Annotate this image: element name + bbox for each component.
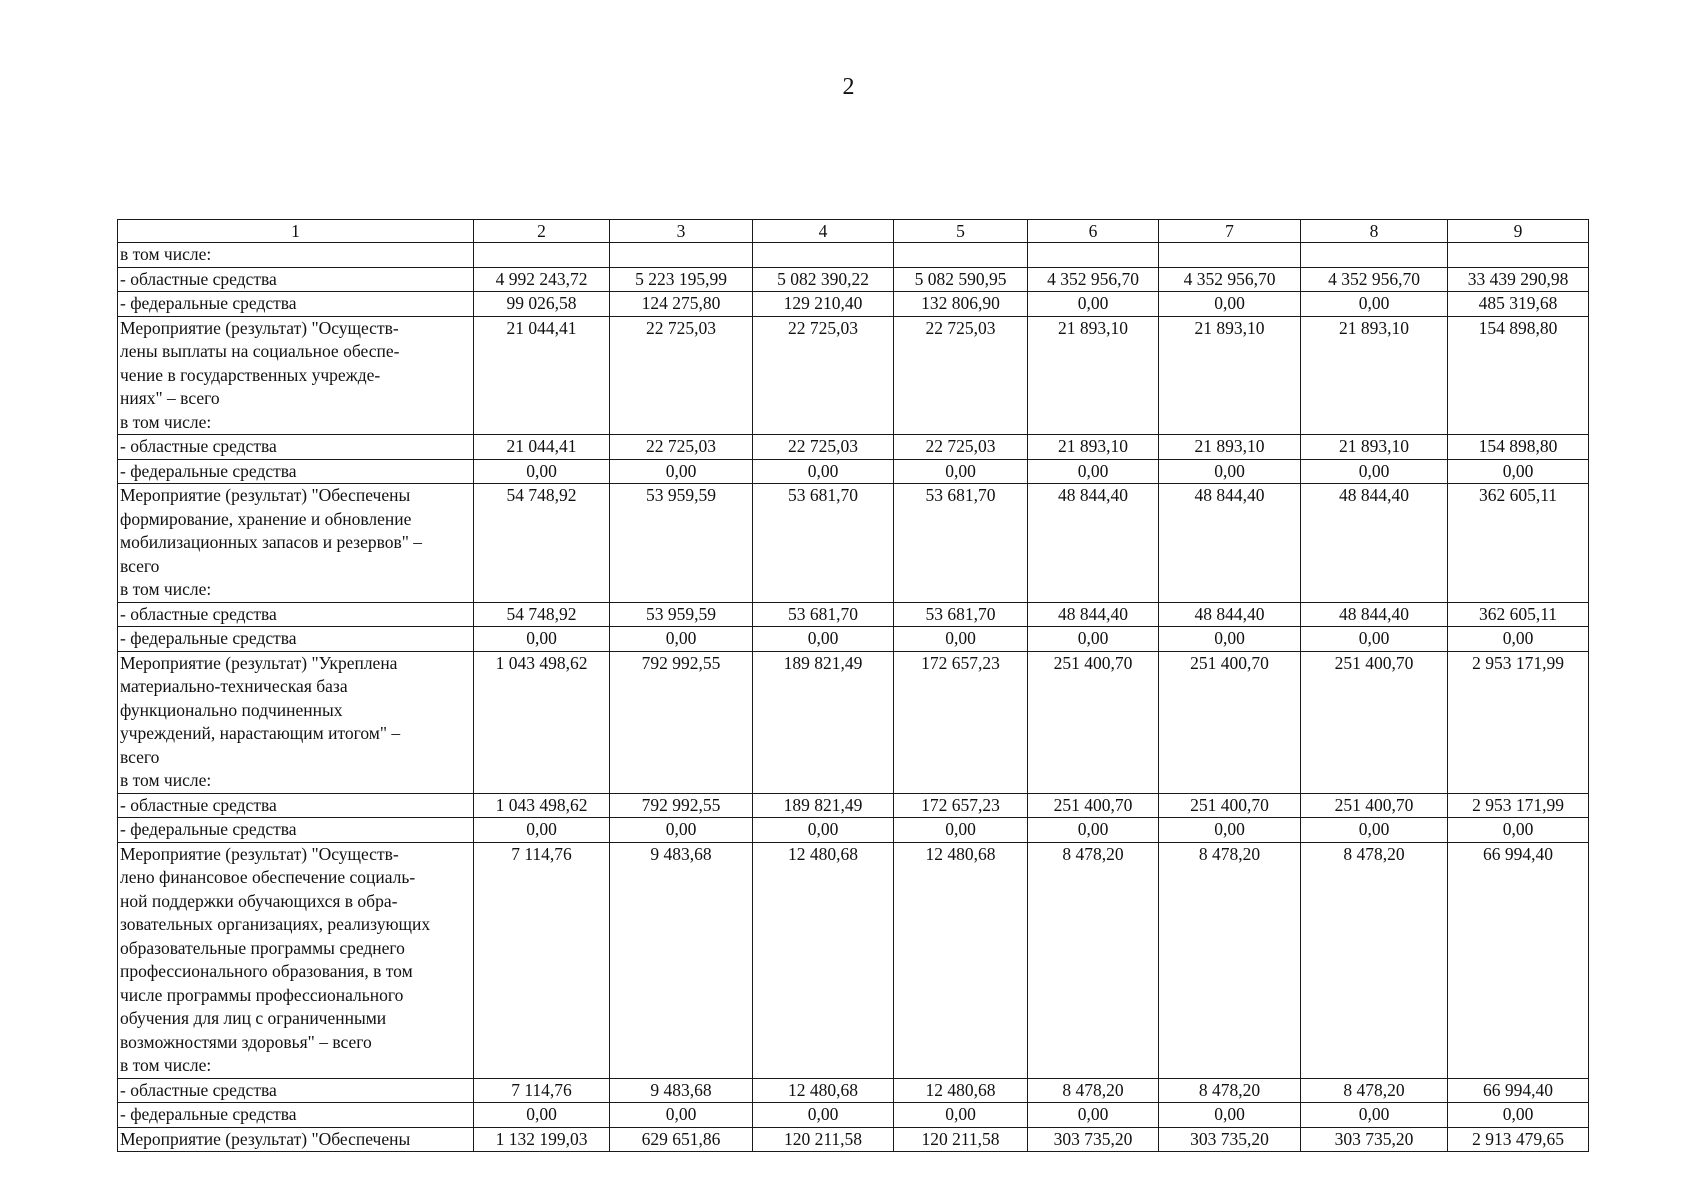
row-label: - федеральные средства bbox=[118, 1103, 474, 1128]
cell-value: 54 748,92 bbox=[474, 484, 610, 603]
cell-value: 53 959,59 bbox=[610, 484, 753, 603]
row-label bbox=[118, 316, 474, 435]
cell-value: 0,00 bbox=[753, 459, 894, 484]
cell-value: 251 400,70 bbox=[1159, 793, 1301, 818]
row-label bbox=[118, 842, 474, 1078]
cell-value: 12 480,68 bbox=[894, 1078, 1028, 1103]
cell-value: 22 725,03 bbox=[610, 316, 753, 435]
cell-value: 8 478,20 bbox=[1301, 842, 1448, 1078]
cell-value: 0,00 bbox=[1028, 627, 1159, 652]
row-label-line: формирование, хранение и обновление bbox=[120, 508, 412, 529]
cell-value: 303 735,20 bbox=[1028, 1127, 1159, 1152]
cell-value bbox=[1159, 243, 1301, 268]
cell-value: 0,00 bbox=[753, 818, 894, 843]
cell-value: 8 478,20 bbox=[1301, 1078, 1448, 1103]
row-label: - федеральные средства bbox=[118, 459, 474, 484]
cell-value: 0,00 bbox=[894, 818, 1028, 843]
cell-value: 48 844,40 bbox=[1159, 484, 1301, 603]
cell-value: 0,00 bbox=[1448, 459, 1589, 484]
cell-value: 0,00 bbox=[474, 459, 610, 484]
row-label-line: образовательные программы среднего bbox=[120, 937, 405, 958]
cell-value: 53 681,70 bbox=[894, 484, 1028, 603]
header-row bbox=[118, 220, 1589, 243]
cell-value: 0,00 bbox=[1028, 818, 1159, 843]
cell-value: 792 992,55 bbox=[610, 651, 753, 793]
cell-value: 21 893,10 bbox=[1301, 435, 1448, 460]
table-body bbox=[118, 243, 1589, 1152]
cell-value: 0,00 bbox=[474, 818, 610, 843]
cell-value: 0,00 bbox=[1159, 459, 1301, 484]
row-label-line: лены выплаты на социальное обеспе- bbox=[120, 341, 400, 361]
row-label-line: чение в государственных учрежде- bbox=[120, 364, 381, 385]
row-label-line: всего bbox=[120, 555, 160, 576]
page-number: 2 bbox=[842, 74, 855, 100]
table-row-measure bbox=[118, 1127, 1589, 1152]
cell-value: 2 913 479,65 bbox=[1448, 1127, 1589, 1152]
cell-value: 0,00 bbox=[1159, 627, 1301, 652]
cell-value: 4 352 956,70 bbox=[1159, 267, 1301, 292]
row-label: - областные средства bbox=[118, 267, 474, 292]
cell-value: 0,00 bbox=[610, 818, 753, 843]
cell-value: 0,00 bbox=[1301, 818, 1448, 843]
cell-value: 21 893,10 bbox=[1301, 316, 1448, 435]
cell-value: 129 210,40 bbox=[753, 292, 894, 317]
column-header: 2 bbox=[474, 220, 610, 243]
cell-value: 21 893,10 bbox=[1159, 316, 1301, 435]
row-label: - федеральные средства bbox=[118, 627, 474, 652]
table-row-source bbox=[118, 818, 1589, 843]
table-row-source bbox=[118, 459, 1589, 484]
cell-value: 0,00 bbox=[1028, 292, 1159, 317]
cell-value: 48 844,40 bbox=[1028, 602, 1159, 627]
row-label: - областные средства bbox=[118, 602, 474, 627]
cell-value: 9 483,68 bbox=[610, 842, 753, 1078]
row-label-line: мобилизационных запасов и резервов" – bbox=[120, 532, 423, 552]
cell-value: 0,00 bbox=[474, 627, 610, 652]
cell-value: 48 844,40 bbox=[1159, 602, 1301, 627]
row-label-line: Мероприятие (результат) "Осуществ- bbox=[120, 843, 399, 864]
cell-value: 0,00 bbox=[1301, 459, 1448, 484]
cell-value: 362 605,11 bbox=[1448, 484, 1589, 603]
row-label-line: Мероприятие (результат) "Осуществ- bbox=[120, 317, 399, 338]
row-label: - областные средства bbox=[118, 1078, 474, 1103]
row-label-line: числе программы профессионального bbox=[120, 984, 404, 1005]
table-row-source bbox=[118, 292, 1589, 317]
table-row-source bbox=[118, 793, 1589, 818]
cell-value: 7 114,76 bbox=[474, 842, 610, 1078]
cell-value: 5 082 390,22 bbox=[753, 267, 894, 292]
cell-value: 251 400,70 bbox=[1159, 651, 1301, 793]
cell-value: 22 725,03 bbox=[753, 435, 894, 460]
cell-value: 251 400,70 bbox=[1301, 793, 1448, 818]
column-header: 4 bbox=[753, 220, 894, 243]
row-label-line: лено финансовое обеспечение социаль- bbox=[120, 867, 416, 887]
cell-value: 0,00 bbox=[1301, 292, 1448, 317]
table-row-note bbox=[118, 243, 1589, 268]
cell-value: 4 992 243,72 bbox=[474, 267, 610, 292]
table-row-source bbox=[118, 627, 1589, 652]
row-label-line: возможностями здоровья" – всего bbox=[120, 1031, 372, 1052]
table-row-source bbox=[118, 1078, 1589, 1103]
cell-value: 0,00 bbox=[1159, 292, 1301, 317]
row-label: - федеральные средства bbox=[118, 292, 474, 317]
row-label-line: Мероприятие (результат) "Обеспечены bbox=[120, 485, 411, 505]
cell-value: 48 844,40 bbox=[1301, 484, 1448, 603]
cell-value: 1 043 498,62 bbox=[474, 793, 610, 818]
table-row-source bbox=[118, 267, 1589, 292]
cell-value: 303 735,20 bbox=[1301, 1127, 1448, 1152]
row-label-line: профессионального образования, в том bbox=[120, 961, 413, 981]
row-label-line: в том числе: bbox=[120, 579, 212, 599]
cell-value: 12 480,68 bbox=[753, 842, 894, 1078]
cell-value: 99 026,58 bbox=[474, 292, 610, 317]
cell-value: 4 352 956,70 bbox=[1028, 267, 1159, 292]
table-row-source bbox=[118, 602, 1589, 627]
cell-value: 154 898,80 bbox=[1448, 316, 1589, 435]
cell-value: 0,00 bbox=[610, 627, 753, 652]
cell-value bbox=[1301, 243, 1448, 268]
budget-table bbox=[117, 219, 1589, 1152]
row-label-line: материально-техническая база bbox=[120, 676, 348, 696]
cell-value: 0,00 bbox=[474, 1103, 610, 1128]
cell-value: 189 821,49 bbox=[753, 651, 894, 793]
cell-value: 0,00 bbox=[1159, 1103, 1301, 1128]
cell-value: 22 725,03 bbox=[753, 316, 894, 435]
cell-value: 5 223 195,99 bbox=[610, 267, 753, 292]
cell-value: 120 211,58 bbox=[894, 1127, 1028, 1152]
row-label-line: ниях" – всего bbox=[120, 388, 220, 408]
cell-value: 0,00 bbox=[610, 1103, 753, 1128]
cell-value: 33 439 290,98 bbox=[1448, 267, 1589, 292]
cell-value: 5 082 590,95 bbox=[894, 267, 1028, 292]
table-row-measure bbox=[118, 484, 1589, 603]
cell-value: 251 400,70 bbox=[1301, 651, 1448, 793]
row-label: - областные средства bbox=[118, 435, 474, 460]
cell-value: 53 681,70 bbox=[894, 602, 1028, 627]
cell-value: 124 275,80 bbox=[610, 292, 753, 317]
row-label-line: обучения для лиц с ограниченными bbox=[120, 1008, 387, 1028]
row-label: - федеральные средства bbox=[118, 818, 474, 843]
row-label-line: в том числе: bbox=[120, 770, 212, 790]
cell-value: 189 821,49 bbox=[753, 793, 894, 818]
cell-value: 792 992,55 bbox=[610, 793, 753, 818]
cell-value: 2 953 171,99 bbox=[1448, 793, 1589, 818]
cell-value: 154 898,80 bbox=[1448, 435, 1589, 460]
cell-value: 0,00 bbox=[1028, 1103, 1159, 1128]
table-row-measure bbox=[118, 651, 1589, 793]
row-label-line: учреждений, нарастающим итогом" – bbox=[120, 723, 401, 743]
cell-value: 0,00 bbox=[1301, 1103, 1448, 1128]
row-label-line: всего bbox=[120, 746, 160, 767]
cell-value: 0,00 bbox=[1448, 627, 1589, 652]
cell-value: 12 480,68 bbox=[753, 1078, 894, 1103]
row-label-line: зовательных организациях, реализующих bbox=[120, 914, 431, 934]
cell-value: 1 043 498,62 bbox=[474, 651, 610, 793]
cell-value: 53 681,70 bbox=[753, 484, 894, 603]
cell-value: 0,00 bbox=[894, 1103, 1028, 1128]
cell-value: 303 735,20 bbox=[1159, 1127, 1301, 1152]
cell-value: 22 725,03 bbox=[894, 316, 1028, 435]
cell-value bbox=[610, 243, 753, 268]
cell-value bbox=[1028, 243, 1159, 268]
column-header: 1 bbox=[118, 220, 474, 243]
column-header: 8 bbox=[1301, 220, 1448, 243]
cell-value: 0,00 bbox=[610, 459, 753, 484]
cell-value: 21 893,10 bbox=[1159, 435, 1301, 460]
cell-value: 21 044,41 bbox=[474, 435, 610, 460]
cell-value: 2 953 171,99 bbox=[1448, 651, 1589, 793]
row-label-line: Мероприятие (результат) "Укреплена bbox=[120, 652, 398, 673]
cell-value: 362 605,11 bbox=[1448, 602, 1589, 627]
cell-value: 66 994,40 bbox=[1448, 1078, 1589, 1103]
cell-value: 22 725,03 bbox=[610, 435, 753, 460]
cell-value: 0,00 bbox=[753, 627, 894, 652]
cell-value bbox=[474, 243, 610, 268]
cell-value: 0,00 bbox=[894, 627, 1028, 652]
cell-value: 21 893,10 bbox=[1028, 435, 1159, 460]
row-label-line: функционально подчиненных bbox=[120, 699, 343, 720]
cell-value: 0,00 bbox=[1028, 459, 1159, 484]
cell-value: 21 893,10 bbox=[1028, 316, 1159, 435]
column-header: 9 bbox=[1448, 220, 1589, 243]
table-row-source bbox=[118, 435, 1589, 460]
cell-value: 8 478,20 bbox=[1159, 842, 1301, 1078]
cell-value: 0,00 bbox=[1448, 1103, 1589, 1128]
row-label-line: ной поддержки обучающихся в обра- bbox=[120, 890, 398, 911]
table-row-measure bbox=[118, 316, 1589, 435]
cell-value: 53 959,59 bbox=[610, 602, 753, 627]
row-label bbox=[118, 651, 474, 793]
row-label-line: в том числе: bbox=[120, 1055, 212, 1075]
row-label: в том числе: bbox=[118, 243, 474, 268]
cell-value: 0,00 bbox=[1301, 627, 1448, 652]
cell-value: 21 044,41 bbox=[474, 316, 610, 435]
cell-value: 172 657,23 bbox=[894, 793, 1028, 818]
cell-value: 8 478,20 bbox=[1028, 842, 1159, 1078]
row-label-line: в том числе: bbox=[120, 411, 212, 432]
cell-value: 629 651,86 bbox=[610, 1127, 753, 1152]
cell-value bbox=[894, 243, 1028, 268]
cell-value: 4 352 956,70 bbox=[1301, 267, 1448, 292]
cell-value: 485 319,68 bbox=[1448, 292, 1589, 317]
cell-value: 8 478,20 bbox=[1028, 1078, 1159, 1103]
cell-value: 54 748,92 bbox=[474, 602, 610, 627]
cell-value: 172 657,23 bbox=[894, 651, 1028, 793]
table-row-source bbox=[118, 1103, 1589, 1128]
column-header: 5 bbox=[894, 220, 1028, 243]
cell-value: 48 844,40 bbox=[1301, 602, 1448, 627]
cell-value: 0,00 bbox=[1159, 818, 1301, 843]
cell-value: 0,00 bbox=[1448, 818, 1589, 843]
cell-value: 251 400,70 bbox=[1028, 793, 1159, 818]
cell-value: 8 478,20 bbox=[1159, 1078, 1301, 1103]
cell-value bbox=[753, 243, 894, 268]
cell-value: 132 806,90 bbox=[894, 292, 1028, 317]
cell-value: 120 211,58 bbox=[753, 1127, 894, 1152]
cell-value: 7 114,76 bbox=[474, 1078, 610, 1103]
cell-value: 53 681,70 bbox=[753, 602, 894, 627]
column-header: 6 bbox=[1028, 220, 1159, 243]
row-label: Мероприятие (результат) "Обеспечены bbox=[118, 1127, 474, 1152]
cell-value: 9 483,68 bbox=[610, 1078, 753, 1103]
column-header: 3 bbox=[610, 220, 753, 243]
table-row-measure bbox=[118, 842, 1589, 1078]
cell-value bbox=[1448, 243, 1589, 268]
cell-value: 0,00 bbox=[894, 459, 1028, 484]
row-label: - областные средства bbox=[118, 793, 474, 818]
column-header: 7 bbox=[1159, 220, 1301, 243]
cell-value: 12 480,68 bbox=[894, 842, 1028, 1078]
cell-value: 1 132 199,03 bbox=[474, 1127, 610, 1152]
row-label bbox=[118, 484, 474, 603]
cell-value: 251 400,70 bbox=[1028, 651, 1159, 793]
cell-value: 0,00 bbox=[753, 1103, 894, 1128]
cell-value: 48 844,40 bbox=[1028, 484, 1159, 603]
cell-value: 66 994,40 bbox=[1448, 842, 1589, 1078]
cell-value: 22 725,03 bbox=[894, 435, 1028, 460]
